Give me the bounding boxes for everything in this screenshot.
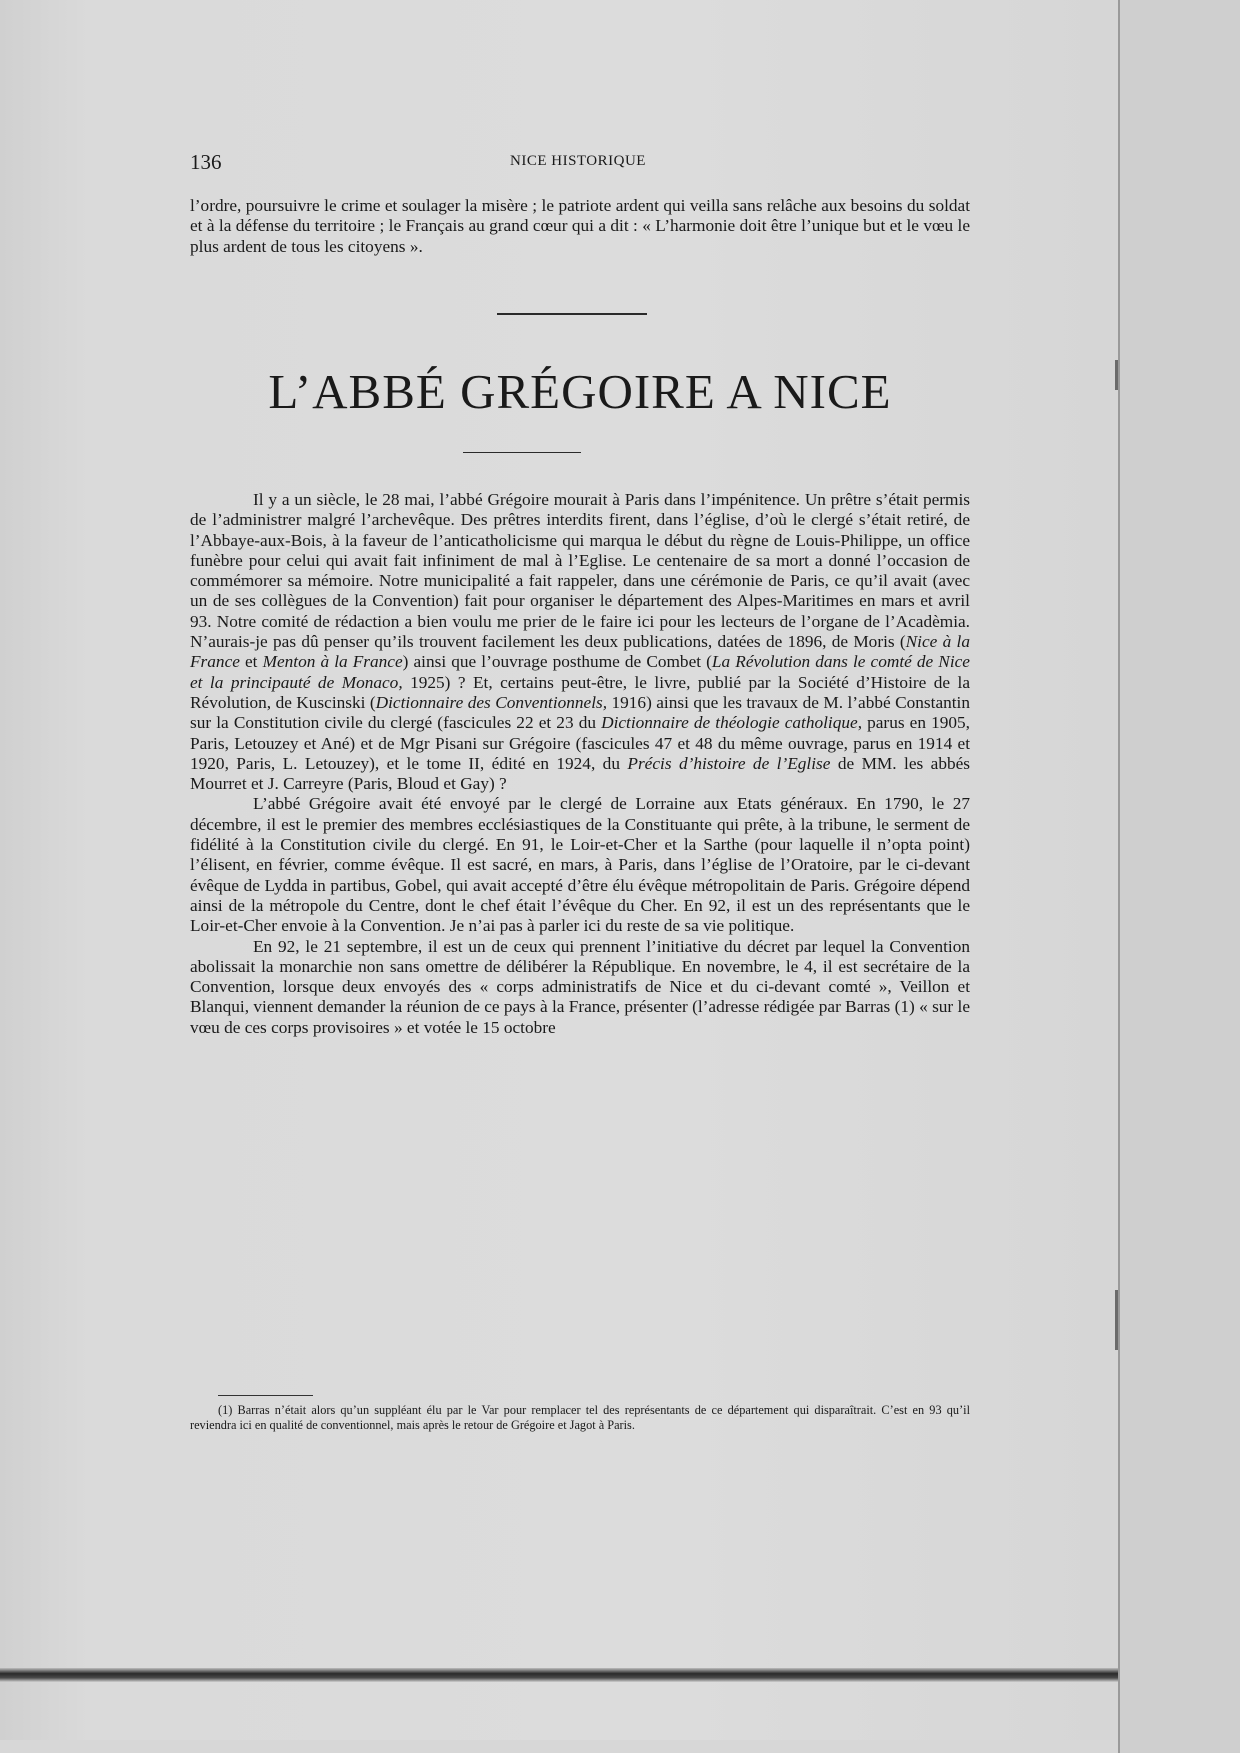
footnote-text: (1) Barras n’était alors qu’un suppléant élu par le Var pour remplacer tel des représentants de ce département qui disparaîtrait. C’est en 93 qu’il reviendra ici en qualité de conventionnel, mais après le retour de Grégoire et Jagot à Paris.: [190, 1403, 970, 1433]
title-divider: [463, 452, 581, 453]
margin-mark: [1115, 1290, 1118, 1350]
italic-title: La Révolution dans le comté de Nice et la principauté de Monaco,: [190, 652, 970, 692]
journal-title: NICE HISTORIQUE: [510, 153, 646, 169]
body-text-run: 1916) ainsi que les travaux de M. l’abbé Constantin sur la Constitution civile du clergé (fascicules 22 et 23 du: [190, 692, 970, 733]
italic-title: Menton à la France: [262, 652, 403, 672]
italic-title: Dictionnaire des Conventionnels,: [375, 692, 608, 712]
body-text-run: , parus en 1905, Paris, Letouzey et Ané) et de Mgr Pisani sur Grégoire (fascicules 47 et 48 du même ouvrage, parus en 1914 et 1920, Paris, L. Letouzey), et le tome II, édité en 1924, du: [190, 713, 970, 773]
italic-title: Dictionnaire de théologie catholique: [601, 713, 858, 733]
footnote: [190, 1403, 970, 1433]
article-body: [190, 490, 970, 1038]
page-number: 136: [190, 150, 222, 174]
body-text-run: 1925) ? Et, certains peut-être, le livre, publié par la Société d’Histoire de la Révolution, de Kuscinski (: [190, 672, 970, 712]
facing-page-edge: [1118, 0, 1240, 1753]
body-text-run: ) ainsi que l’ouvrage posthume de Combet (: [402, 652, 712, 672]
intro-paragraph: l’ordre, poursuivre le crime et soulager la misère ; le patriote ardent qui veilla sans relâche aux besoins du soldat et à la défense du territoire ; le Français au grand cœur qui a dit : « L’harmonie doit être l’unique but et le vœu le plus ardent de tous les citoyens ».: [190, 196, 970, 256]
section-divider: [497, 313, 647, 315]
article-title: L’ABBÉ GRÉGOIRE A NICE: [268, 364, 892, 419]
intro-text: [190, 196, 970, 257]
body-paragraph: L’abbé Grégoire avait été envoyé par le clergé de Lorraine aux Etats généraux. En 1790, le 27 décembre, il est le premier des membres ecclésiastiques de la Constituante qui prête, à la tribune, le serment de fidélité à la Constitution civile du clergé. En 91, le Loir-et-Cher et la Sarthe (pour laquelle il n’opta point) l’élisent, en février, comme évêque. Il est sacré, en mars, à Paris, dans l’église de l’Oratoire, par le ci-devant évêque de Lydda in partibus, Gobel, qui avait accepté d’être élu évêque métropolitain de Paris. Grégoire dépend ainsi de la métropole du Centre, dont le chef était l’évêque du Cher. En 92, il est un des représentants que le Loir-et-Cher envoie à la Convention. Je n’ai pas à parler ici du reste de sa vie politique.: [190, 794, 970, 936]
footnote-divider: [218, 1395, 313, 1396]
body-paragraph: [190, 490, 970, 794]
running-head: [190, 150, 970, 176]
body-text-run: Il y a un siècle, le 28 mai, l’abbé Grégoire mourait à Paris dans l’impénitence. Un prêtre s’était permis de l’administrer malgré l’archevêque. Des prêtres interdits firent, dans l’église, d’où le clergé s’était retiré, de l’Abbaye-aux-Bois, à la faveur de l’anticatholicisme qui marqua le début du règne de Louis-Philippe, un office funèbre pour celui qui avait fait infiniment de mal à l’Eglise. Le centenaire de sa mort a donné l’occasion de commémorer sa mémoire. Notre municipalité a fait rappeler, dans une cérémonie de Paris, ce qu’il avait (avec un de ses collègues de la Convention) fait pour organiser le département des Alpes-Maritimes en mars et avril 93. Notre comité de rédaction a bien voulu me prier de le faire ici pour les lecteurs de l’organe de l’Acadèmia. N’aurais-je pas dû penser qu’ils trouvent facilement les deux publications, datées de 1896, de Moris (: [190, 490, 970, 652]
italic-title: Nice à la France: [190, 632, 970, 672]
body-text-run: de MM. les abbés Mourret et J. Carreyre (Paris, Bloud et Gay) ?: [190, 753, 970, 794]
scan-shadow-band: [0, 1668, 1118, 1682]
body-text-run: et: [239, 652, 263, 672]
body-paragraph: En 92, le 21 septembre, il est un de ceux qui prennent l’initiative du décret par lequel la Convention abolissait la monarchie non sans omettre de délibérer la République. En novembre, le 4, il est secrétaire de la Convention, lorsque deux envoyés des « corps administratifs de Nice et du ci-devant comté », Veillon et Blanqui, viennent demander la réunion de ce pays à la France, présenter (l’adresse rédigée par Barras (1) « sur le vœu de ces corps provisoires » et votée le 15 octobre: [190, 936, 970, 1037]
margin-mark: [1115, 360, 1118, 390]
italic-title: Précis d’histoire de l’Eglise: [627, 753, 831, 773]
